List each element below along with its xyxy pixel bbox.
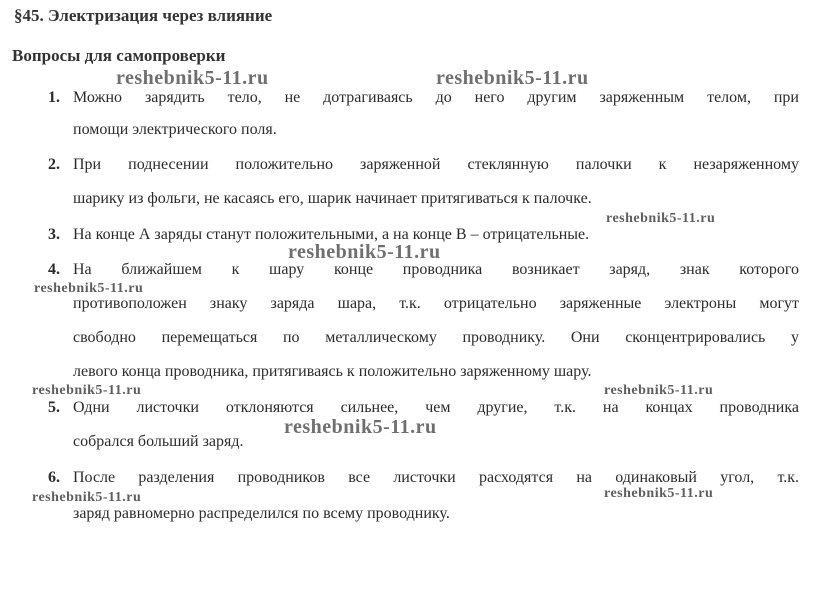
subtitle: Вопросы для самопроверки <box>12 46 226 65</box>
watermark: reshebnik5-11.ru <box>604 486 714 501</box>
watermark: reshebnik5-11.ru <box>284 416 437 438</box>
section-title: §45. Электризация через влияние <box>14 6 273 25</box>
answer-line: шарику из фольги, не касаясь его, шарик начинает притягиваться к палочке. <box>73 190 592 207</box>
answer-number: 5. <box>48 399 60 416</box>
answer-line: собрался больший заряд. <box>73 433 244 450</box>
answer-number: 1. <box>48 89 60 106</box>
answer-line: помощи электрического поля. <box>73 121 277 138</box>
answer-number: 4. <box>48 261 60 278</box>
watermark: reshebnik5-11.ru <box>604 383 714 398</box>
answer-line: левого конца проводника, притягиваясь к положительно заряженному шару. <box>73 363 592 380</box>
answer-line: Можно зарядить тело, не дотрагиваясь до него другим заряженным телом, при <box>73 89 799 106</box>
answer-number: 3. <box>48 226 60 243</box>
answer-line: противоположен знаку заряда шара, т.к. отрицательно заряженные электроны могут <box>73 295 799 312</box>
watermark: reshebnik5-11.ru <box>606 211 716 226</box>
answer-line: свободно перемещаться по металлическому проводнику. Они сконцентрировались у <box>73 329 799 346</box>
answer-line: На конце А заряды станут положительными, а на конце В – отрицательные. <box>73 226 590 243</box>
watermark: reshebnik5-11.ru <box>32 383 142 398</box>
answer-line: На ближайшем к шару конце проводника возникает заряд, знак которого <box>73 261 799 278</box>
watermark: reshebnik5-11.ru <box>34 281 144 296</box>
answer-line: При поднесении положительно заряженной стеклянную палочки к незаряженному <box>73 156 799 173</box>
answer-number: 6. <box>48 469 60 486</box>
watermark: reshebnik5-11.ru <box>436 67 589 89</box>
watermark: reshebnik5-11.ru <box>116 67 269 89</box>
answer-line: заряд равномерно распределился по всему проводнику. <box>73 505 450 522</box>
answer-line: После разделения проводников все листочки расходятся на одинаковый угол, т.к. <box>73 469 799 486</box>
answer-number: 2. <box>48 156 60 173</box>
answer-line: Одни листочки отклоняются сильнее, чем другие, т.к. на концах проводника <box>73 399 799 416</box>
watermark: reshebnik5-11.ru <box>32 490 142 505</box>
watermark: reshebnik5-11.ru <box>288 241 441 263</box>
